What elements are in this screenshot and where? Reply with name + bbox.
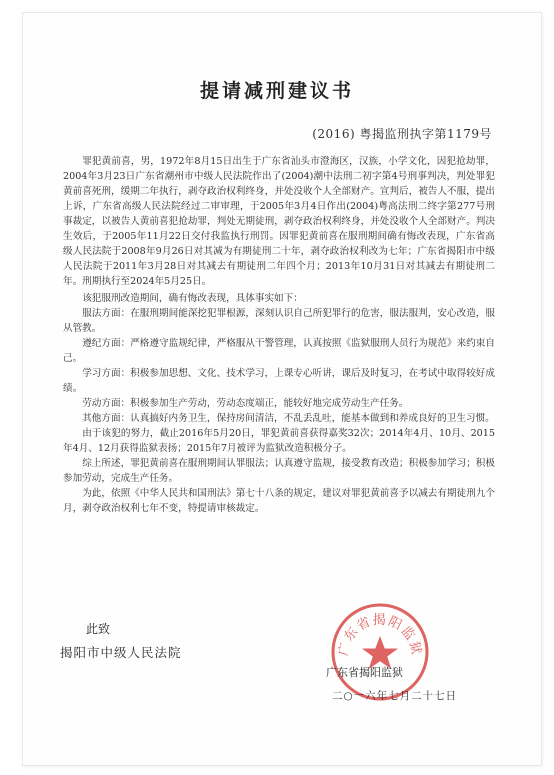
paragraph-rewards: 由于该犯的努力，截止2016年5月20日，罪犯黄前喜获得嘉奖32次；2014年4月、10月、2015年4月、12月获得监狱表扬；2015年7月被评为监狱改造积极分子。 [63, 428, 495, 454]
paragraph-summary: 综上所述，罪犯黄前喜在服刑期间认罪服法；认真遵守监规，接受教育改造；积极参加学习；积极参加劳动，完成生产任务。 [63, 458, 495, 484]
document-body [63, 154, 495, 516]
seal-lettering: 广东省揭阳监狱 [336, 613, 424, 658]
paragraph-recommendation: 为此，依照《中华人民共和国刑法》第七十八条的规定，建议对罪犯黄前喜予以减去有期徒刑九个月，剥夺政治权利七年不变，特提请审核裁定。 [63, 488, 495, 514]
paragraph-study: 学习方面：积极参加思想、文化、技术学习，上课专心听讲，课后及时复习，在考试中取得较好成绩。 [63, 368, 495, 394]
paragraph-discipline: 遵纪方面：严格遵守监规纪律，严格服从干警管理，认真按照《监狱服刑人员行为规范》来约束自己。 [63, 338, 495, 364]
paragraph-background: 罪犯黄前喜，男，1972年8月15日出生于广东省汕头市澄海区，汉族，小学文化，因犯抢劫罪，2004年3月23日广东省潮州市中级人民法院作出了(2004)潮中法刑二初字第4号刑事判决，判处罪犯黄前喜死刑，缓期二年执行，剥夺政治权利终身，并处没收个人全部财产。宣判后，被告人不服，提出上诉，广东省高级人民法院经过二审审理，于2005年3月4日作出(2004)粤高法刑二终字第277号刑事裁定，以被告人黄前喜犯抢劫罪，判处无期徒刑，剥夺政治权利终身，并处没收个人全部财产。判决生效后，于2005年11月22日交付我监执行刑罚。因罪犯黄前喜在服刑期间确有悔改表现，广东省高级人民法院于2008年9月26日对其减为有期徒刑二十年，剥夺政治权利改为七年；广东省揭阳市中级人民法院于2011年3月28日对其减去有期徒刑二年四个月；2013年10月31日对其减去有期徒刑二年。刑期执行至2024年5月25日。 [63, 156, 495, 287]
document-number: (2016) 粤揭监刑执字第1179号 [312, 127, 492, 141]
paragraph-law-compliance: 服法方面：在服刑期间能深挖犯罪根源，深刻认识自己所犯罪行的危害，服法服判，安心改造，服从管教。 [63, 308, 495, 334]
paragraph-labor: 劳动方面：积极参加生产劳动，劳动态度端正，能较好地完成劳动生产任务。 [82, 398, 409, 409]
document-title: 提请减刑建议书 [199, 80, 354, 102]
issuing-organization: 广东省揭阳监狱 [326, 666, 403, 679]
closing-salutation: 此致 [86, 622, 111, 636]
recipient-court: 揭阳市中级人民法院 [60, 645, 182, 660]
issue-date: 二○一六年七月二十七日 [332, 690, 458, 702]
paragraph-intro: 该犯服刑改造期间，确有悔改表现，具体事实如下： [82, 293, 303, 304]
paragraph-other: 其他方面：认真搞好内务卫生，保持房间清洁，不乱丢乱吐，能基本做到和养成良好的卫生习惯。 [82, 413, 495, 424]
